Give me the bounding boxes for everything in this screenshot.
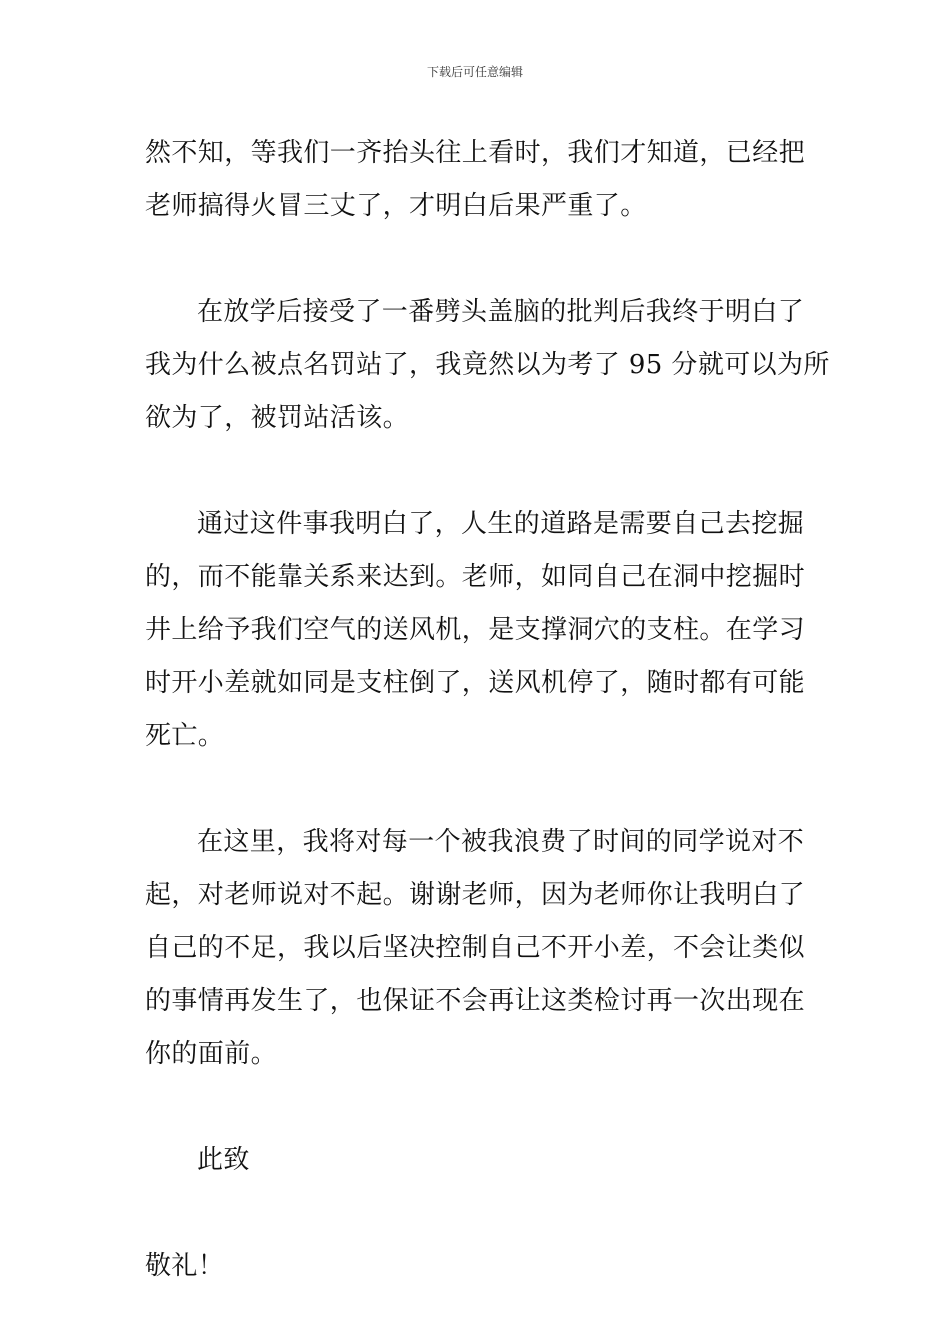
text-line: 在这里，我将对每一个被我浪费了时间的同学说对不 <box>197 827 805 857</box>
paragraph-gap <box>145 1081 809 1134</box>
text-line: 我为什么被点名罚站了，我竟然以为考了 95 分就可以为所 <box>145 350 830 380</box>
paragraph-1 <box>145 127 809 233</box>
paragraph-gap <box>145 763 809 816</box>
text-line: 自己的不足，我以后坚决控制自己不开小差，不会让类似 <box>145 933 806 963</box>
paragraph-2 <box>145 286 830 445</box>
text-line: 的，而不能靠关系来达到。老师，如同自己在洞中挖掘时 <box>145 562 806 592</box>
text-line: 欲为了，被罚站活该。 <box>145 403 410 433</box>
text-line: 然不知，等我们一齐抬头往上看时，我们才知道，已经把 <box>145 138 806 168</box>
closing <box>145 1134 809 1187</box>
paragraph-gap <box>145 1187 809 1240</box>
salute-text: 敬礼！ <box>145 1251 225 1281</box>
document-body <box>145 127 830 1293</box>
text-line: 井上给予我们空气的送风机，是支撑洞穴的支柱。在学习 <box>145 615 806 645</box>
paragraph-gap <box>145 445 809 498</box>
paragraph-gap <box>145 233 809 286</box>
text-line: 老师搞得火冒三丈了，才明白后果严重了。 <box>145 191 647 221</box>
text-line: 在放学后接受了一番劈头盖脑的批判后我终于明白了 <box>197 297 805 327</box>
text-line: 你的面前。 <box>145 1039 278 1069</box>
text-line: 的事情再发生了，也保证不会再让这类检讨再一次出现在 <box>145 986 806 1016</box>
text-line: 死亡。 <box>145 721 225 751</box>
text-line: 起，对老师说对不起。谢谢老师，因为老师你让我明白了 <box>145 880 806 910</box>
paragraph-4 <box>145 816 809 1081</box>
salute <box>145 1240 809 1293</box>
paragraph-3 <box>145 498 809 763</box>
header-note: 下载后可任意编辑 <box>426 65 523 79</box>
text-line: 时开小差就如同是支柱倒了，送风机停了，随时都有可能 <box>145 668 806 698</box>
text-line: 通过这件事我明白了，人生的道路是需要自己去挖掘 <box>197 509 805 539</box>
closing-text: 此致 <box>197 1145 250 1175</box>
